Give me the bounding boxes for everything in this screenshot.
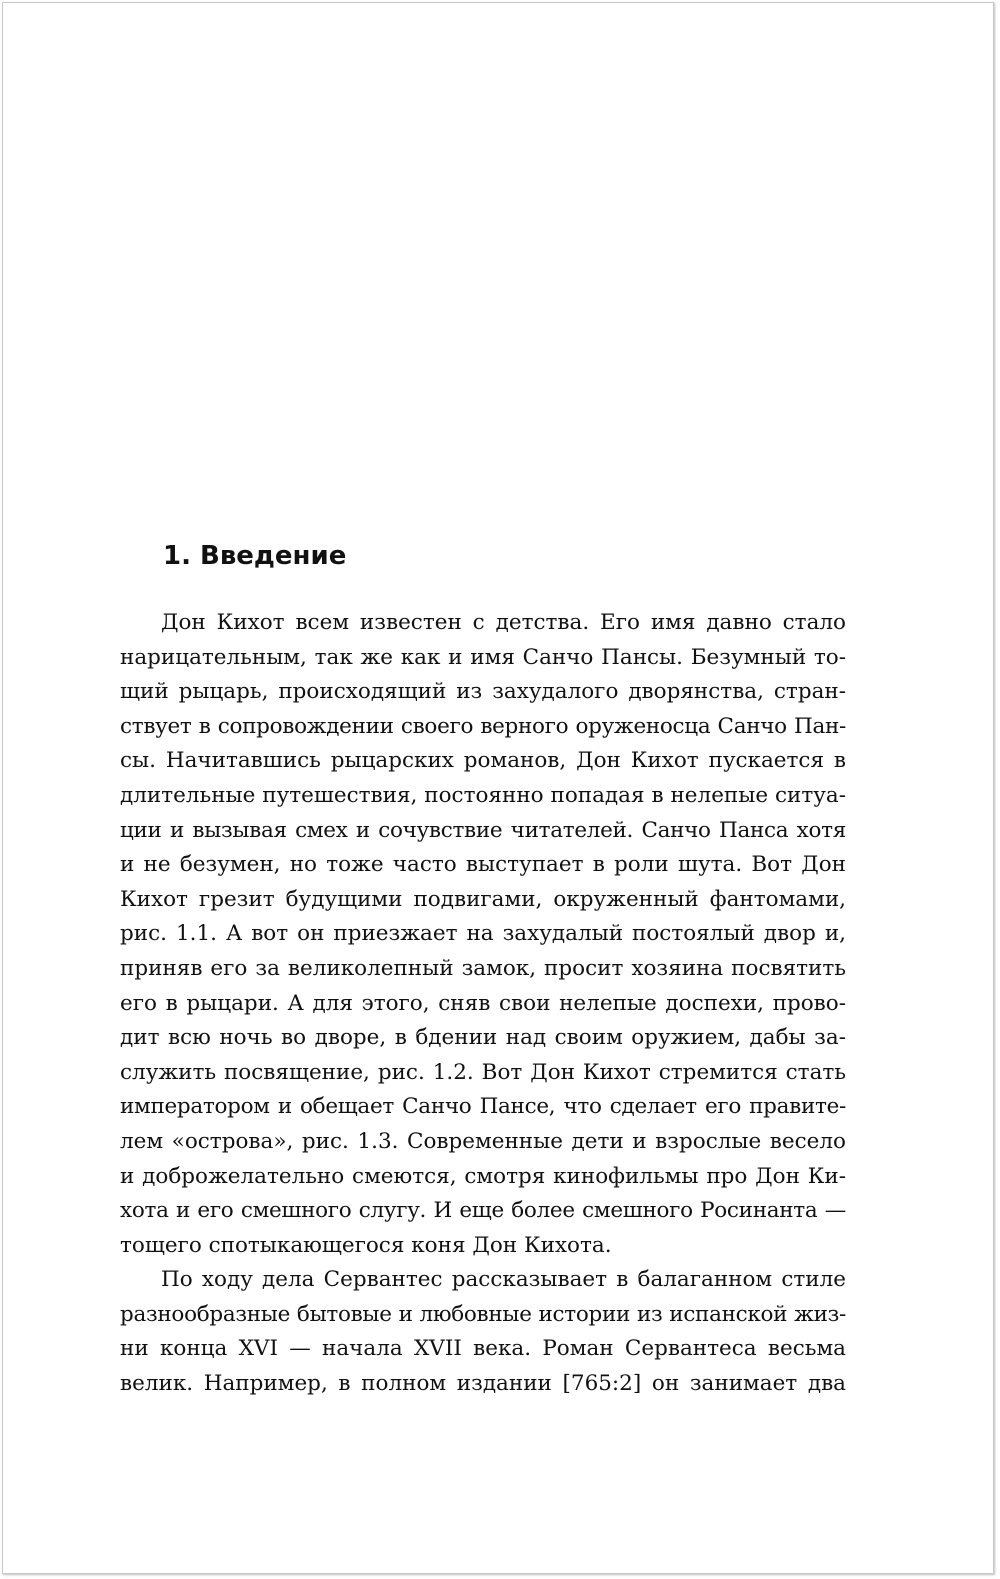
text-line: рис. 1.1. А вот он приезжает на захудалый постоялый двор и, [120, 921, 846, 947]
text-line: ни конца XVI — начала XVII века. Роман Сервантеса весьма [120, 1336, 846, 1362]
text-line: ствует в сопровождении своего верного оруженосца Санчо Пан- [120, 713, 846, 739]
text-line: служить посвящение, рис. 1.2. Вот Дон Кихот стремится стать [120, 1059, 846, 1085]
text-line: лем «острова», рис. 1.3. Современные дети и взрослые весело [120, 1128, 846, 1154]
text-line: дит всю ночь во дворе, в бдении над своим оружием, дабы за- [120, 1025, 846, 1051]
text-line: императором и обещает Санчо Пансе, что сделает его правите- [120, 1094, 846, 1120]
text-line: Кихот грезит будущими подвигами, окруженный фантомами, [120, 886, 846, 912]
text-line: тощего спотыкающегося коня Дон Кихота. [120, 1232, 612, 1258]
text-line: длительные путешествия, постоянно попадая в нелепые ситуа- [120, 782, 846, 808]
text-line: разнообразные бытовые и любовные истории из испанской жиз- [120, 1301, 846, 1327]
paragraph-1 [120, 606, 846, 1263]
text-line: хота и его смешного слугу. И еще более смешного Росинанта — [120, 1198, 846, 1224]
text-line: и не безумен, но тоже часто выступает в роли шута. Вот Дон [120, 852, 846, 878]
text-line: щий рыцарь, происходящий из захудалого дворянства, стран- [120, 679, 846, 705]
text-line: приняв его за великолепный замок, просит хозяина посвятить [120, 955, 846, 981]
text-line: велик. Например, в полном издании [765:2] он занимает два [120, 1371, 846, 1397]
text-line: По ходу дела Сервантес рассказывает в балаганном стиле [161, 1267, 846, 1293]
text-line: Дон Кихот всем известен с детства. Его имя давно стало [161, 610, 846, 635]
text-line: ции и вызывая смех и сочувствие читателей. Санчо Панса хотя [120, 817, 846, 843]
text-line: нарицательным, так же как и имя Санчо Пансы. Безумный то- [120, 644, 846, 670]
paragraph-2 [120, 1263, 846, 1401]
chapter-title: 1. Введение [163, 541, 347, 571]
text-line: сы. Начитавшись рыцарских романов, Дон Кихот пускается в [120, 748, 846, 774]
document-page [2, 2, 994, 1574]
body-text [120, 606, 846, 1402]
text-line: его в рыцари. А для этого, сняв свои нелепые доспехи, прово- [120, 990, 846, 1016]
text-line: и доброжелательно смеются, смотря кинофильмы про Дон Ки- [120, 1163, 846, 1189]
